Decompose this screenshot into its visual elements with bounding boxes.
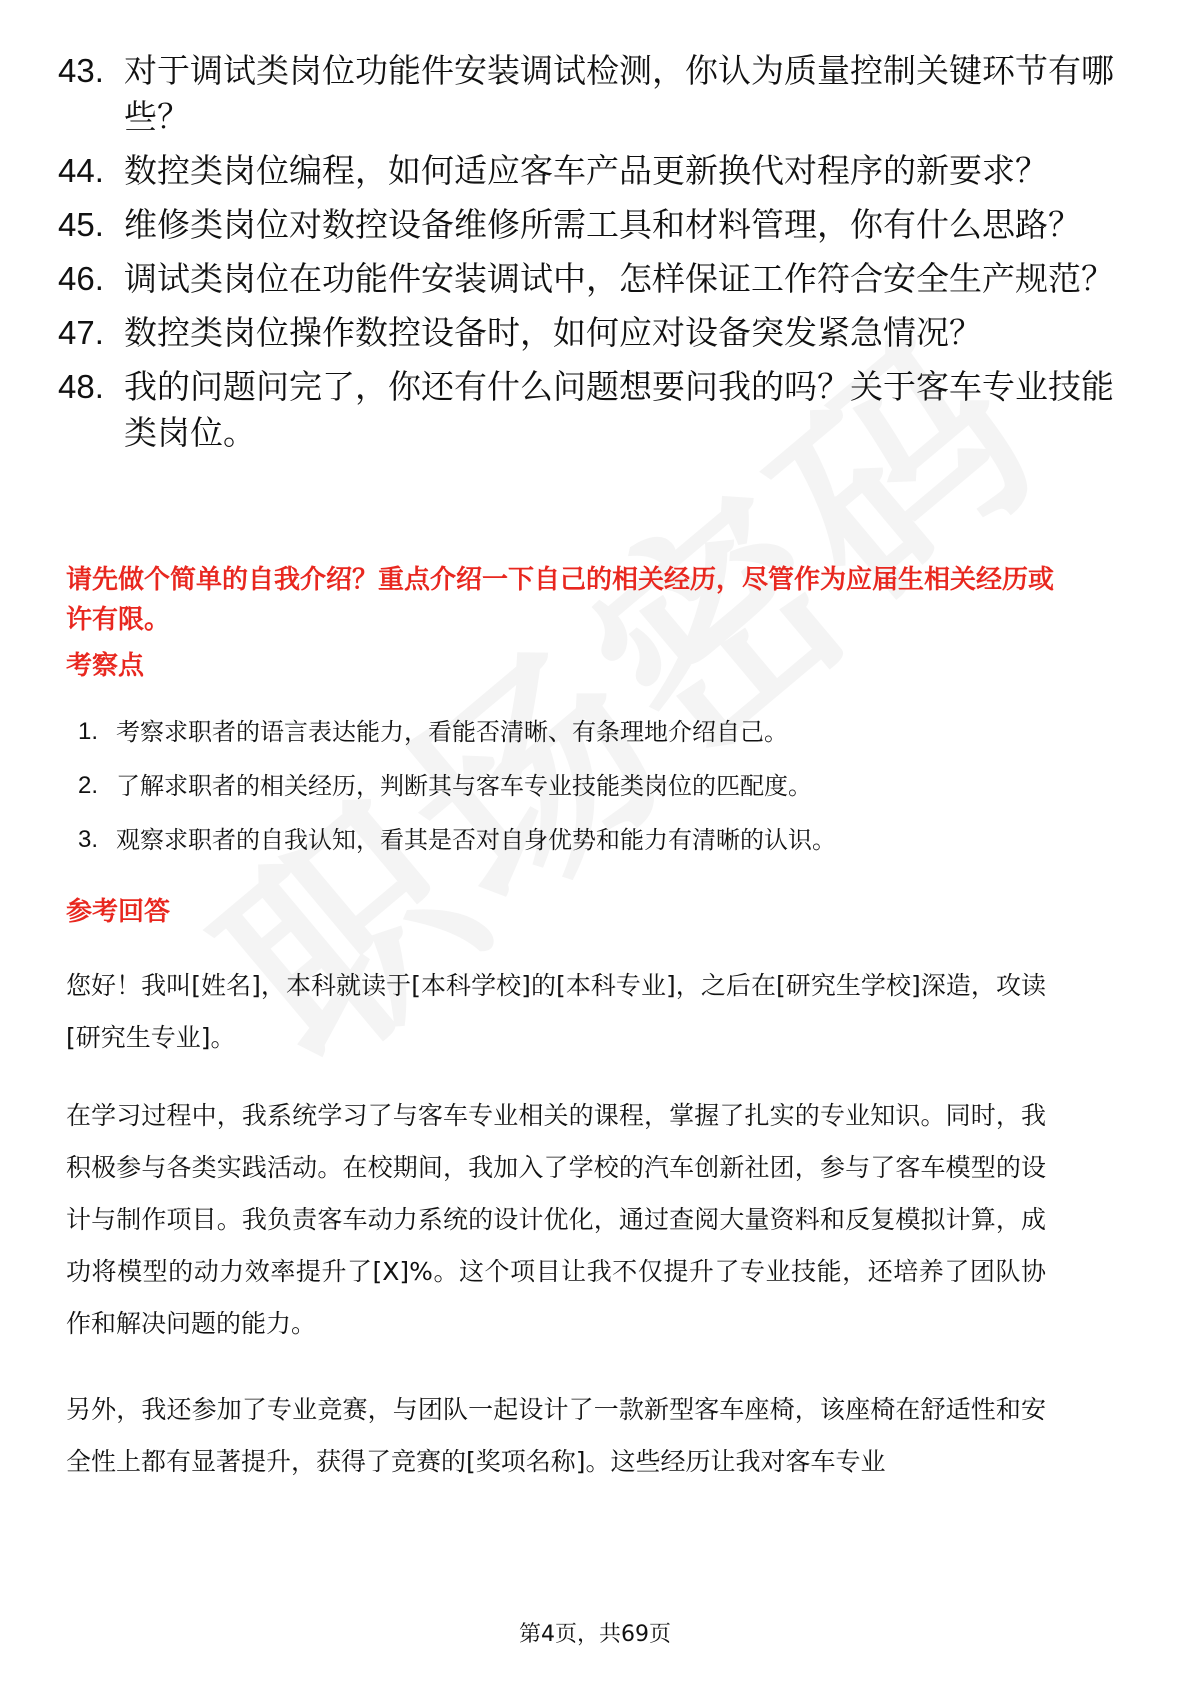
question-item xyxy=(58,48,1118,140)
assessment-point-list xyxy=(78,714,1078,876)
point-number: 1. xyxy=(78,718,99,745)
assessment-point xyxy=(78,714,1078,750)
question-item xyxy=(58,364,1118,456)
question-item xyxy=(58,148,1118,194)
question-number: 43. xyxy=(58,52,104,89)
question-number: 45. xyxy=(58,206,104,243)
question-item xyxy=(58,202,1118,248)
point-text: 考察求职者的语言表达能力，看能否清晰、有条理地介绍自己。 xyxy=(116,718,788,746)
question-text: 数控类岗位操作数控设备时，如何应对设备突发紧急情况？ xyxy=(124,313,982,352)
question-item xyxy=(58,310,1118,356)
question-text: 对于调试类岗位功能件安装调试检测，你认为质量控制关键环节有哪些？ xyxy=(124,51,1114,136)
question-number: 46. xyxy=(58,260,104,297)
answer-paragraph: 您好！我叫[姓名]，本科就读于[本科学校]的[本科专业]，之后在[研究生学校]深造，攻读[研究生专业]。 xyxy=(66,971,1046,1052)
point-number: 3. xyxy=(78,826,99,853)
assessment-point xyxy=(78,822,1078,858)
point-text: 了解求职者的相关经历，判断其与客车专业技能类岗位的匹配度。 xyxy=(116,772,812,800)
answer-paragraph: 另外，我还参加了专业竞赛，与团队一起设计了一款新型客车座椅，该座椅在舒适性和安全性上都有显著提升，获得了竞赛的[奖项名称]。这些经历让我对客车专业 xyxy=(66,1395,1046,1476)
question-text: 维修类岗位对数控设备维修所需工具和材料管理，你有什么思路？ xyxy=(124,205,1081,244)
page-number-footer: 第4页，共69页 xyxy=(519,1622,671,1647)
section-label-reference-answer: 参考回答 xyxy=(66,897,171,927)
question-list xyxy=(58,48,1118,464)
point-number: 2. xyxy=(78,772,99,799)
assessment-point xyxy=(78,768,1078,804)
question-text: 数控类岗位编程，如何适应客车产品更新换代对程序的新要求？ xyxy=(124,151,1048,190)
question-number: 47. xyxy=(58,314,104,351)
answer-paragraph: 在学习过程中，我系统学习了与客车专业相关的课程，掌握了扎实的专业知识。同时，我积极参与各类实践活动。在校期间，我加入了学校的汽车创新社团，参与了客车模型的设计与制作项目。我负责客车动力系统的设计优化，通过查阅大量资料和反复模拟计算，成功将模型的动力效率提升了[X]%。这个项目让我不仅提升了专业技能，还培养了团队协作和解决问题的能力。 xyxy=(66,1101,1046,1338)
question-number: 48. xyxy=(58,368,104,405)
point-text: 观察求职者的自我认知，看其是否对自身优势和能力有清晰的认识。 xyxy=(116,826,836,854)
question-text: 调试类岗位在功能件安装调试中，怎样保证工作符合安全生产规范？ xyxy=(124,259,1114,298)
question-item xyxy=(58,256,1118,302)
section-label-assessment-points: 考察点 xyxy=(66,651,145,681)
question-number: 44. xyxy=(58,152,104,189)
question-text: 我的问题问完了，你还有什么问题想要问我的吗？关于客车专业技能类岗位。 xyxy=(124,367,1114,452)
section-heading-question: 请先做个简单的自我介绍？重点介绍一下自己的相关经历，尽管作为应届生相关经历或许有限。 xyxy=(66,565,1055,635)
